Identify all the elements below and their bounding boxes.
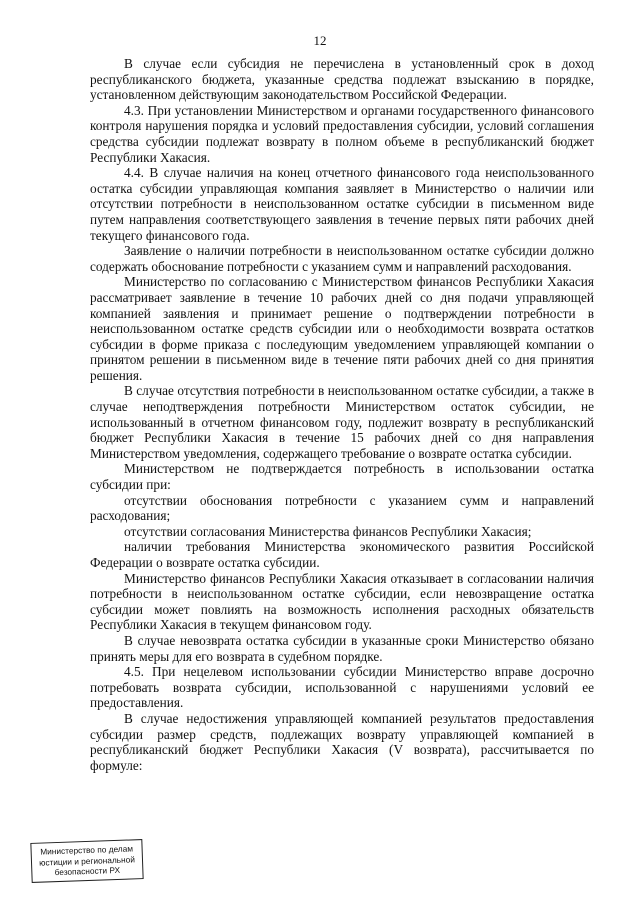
paragraph: Заявление о наличии потребности в неиспользованном остатке субсидии должно содержать обоснование потребности с указанием сумм и направлений расходования. xyxy=(90,243,594,274)
paragraph: В случае отсутствия потребности в неиспользованном остатке субсидии, а также в случае неподтверждения потребности Министерством остаток субсидии, не использованный в отчетном финансовом году, подлежит возврату в республиканский бюджет Республики Хакасия в течение 15 рабочих дней со дня направления Министерством уведомления, содержащего требование о возврате остатка субсидии. xyxy=(90,383,594,461)
page-number: 12 xyxy=(313,33,327,48)
paragraph: Министерство финансов Республики Хакасия отказывает в согласовании наличия потребности в неиспользованном остатке субсидии, если невозвращение остатка субсидии может повлиять на возможность исполнения расходных обязательств Республики Хакасия в текущем финансовом году. xyxy=(90,570,594,633)
stamp-line: безопасности РХ xyxy=(54,864,121,878)
paragraph: 4.5. При нецелевом использовании субсидии Министерство вправе досрочно потребовать возврата субсидии, использованной с нарушениями условий ее предоставления. xyxy=(90,664,594,711)
paragraph: наличии требования Министерства экономического развития Российской Федерации о возврате остатка субсидии. xyxy=(90,539,594,570)
stamp-line: юстиции и региональной xyxy=(38,853,136,868)
stamp-line: Министерство по делам xyxy=(40,843,134,857)
paragraph: 4.4. В случае наличия на конец отчетного финансового года неиспользованного остатка субсидии управляющая компания заявляет в Министерство о наличии или отсутствии потребности в неиспользованном остатке субсидии в письменном виде путем направления соответствующего заявления в течение первых пяти рабочих дней текущего финансового года. xyxy=(90,165,594,243)
ministry-stamp xyxy=(30,839,143,883)
document-body xyxy=(90,56,594,773)
paragraph: В случае если субсидия не перечислена в установленный срок в доход республиканского бюджета, указанные средства подлежат взысканию в порядке, установленном действующим законодательством Российской Федерации. xyxy=(90,56,594,103)
paragraph: отсутствии согласования Министерства финансов Республики Хакасия; xyxy=(124,523,532,539)
paragraph: В случае невозврата остатка субсидии в указанные сроки Министерство обязано принять меры для его возврата в судебном порядке. xyxy=(90,632,594,664)
paragraph: Министерство по согласованию с Министерством финансов Республики Хакасия рассматривает заявление в течение 10 рабочих дней со дня подачи управляющей компанией заявления и принимает решение о подтверждении потребности в неиспользованном остатке средств субсидии или о необходимости возврата остатков субсидии в форме приказа с последующим уведомлением управляющей компании о принятом решении в письменном виде в течение пяти рабочих дней со дня принятия решения. xyxy=(90,274,594,383)
paragraph: 4.3. При установлении Министерством и органами государственного финансового контроля нарушения порядка и условий предоставления субсидии, условий соглашения средства субсидии подлежат возврату в полном объеме в республиканский бюджет Республики Хакасия. xyxy=(90,102,594,165)
paragraph: Министерством не подтверждается потребность в использовании остатка субсидии при: xyxy=(90,461,594,493)
paragraph: В случае недостижения управляющей компанией результатов предоставления субсидии размер средств, подлежащих возврату управляющей компанией в республиканский бюджет Республики Хакасия (V возврата), рассчитывается по формуле: xyxy=(90,710,594,773)
paragraph: отсутствии обоснования потребности с указанием сумм и направлений расходования; xyxy=(90,492,594,524)
